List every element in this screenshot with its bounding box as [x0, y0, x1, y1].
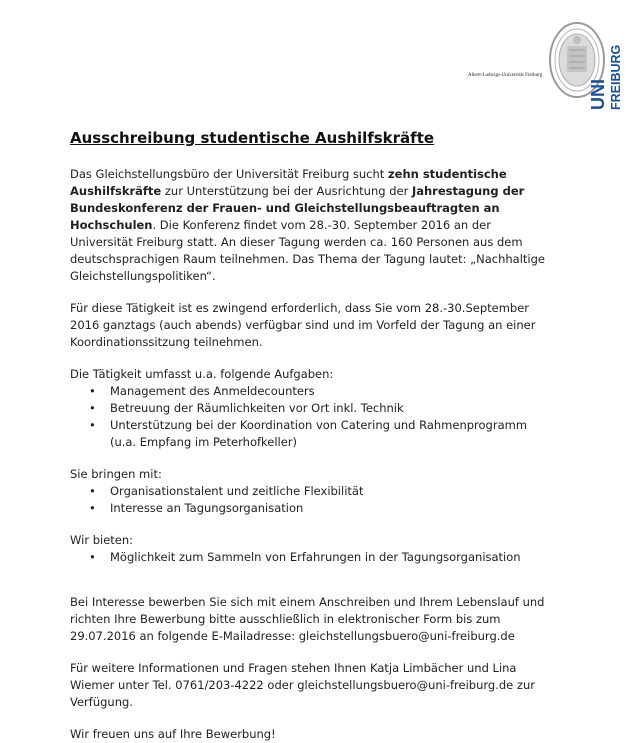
list-item: • Management des Anmeldecounters — [110, 383, 550, 400]
intro-text-1: Das Gleichstellungsbüro der Universität Freiburg sucht — [70, 167, 388, 181]
bring-section — [70, 466, 550, 517]
letterhead — [0, 0, 638, 120]
logo-line-uni: UNI — [588, 79, 608, 110]
intro-paragraph — [70, 166, 550, 285]
list-item: • Möglichkeit zum Sammeln von Erfahrungen in der Tagungsorganisation — [110, 549, 550, 566]
info-paragraph: Für weitere Informationen und Fragen stehen Ihnen Katja Limbächer und Lina Wiemer unter Tel. 0761/203-4222 oder gleichstellungsbuero@uni-freiburg.de zur Verfügung. — [70, 661, 535, 709]
list-item: • Unterstützung bei der Koordination von Catering und Rahmenprogramm (u.a. Empfang im Peterhofkeller) — [110, 417, 550, 451]
document-body — [70, 128, 550, 743]
bring-heading: Sie bringen mit: — [70, 467, 162, 481]
intro-bold-2: Jahrestagung der Bundeskonferenz der Frauen- und Gleichstellungsbeauftragten an Hochschulen — [70, 184, 525, 232]
intro-bold-1: zehn studentische Aushilfskräfte — [70, 167, 507, 198]
tasks-heading: Die Tätigkeit umfasst u.a. folgende Aufgaben: — [70, 367, 334, 381]
application-paragraph: Bei Interesse bewerben Sie sich mit einem Anschreiben und Ihrem Lebenslauf und richten Ihre Bewerbung bitte ausschließlich in elektronischer Form bis zum 29.07.2016 an folgende E-Mailadresse: gleichstellungsbuero@uni-freiburg.de — [70, 595, 545, 643]
offer-heading: Wir bieten: — [70, 533, 134, 547]
closing-line: Wir freuen uns auf Ihre Bewerbung! — [70, 727, 276, 741]
list-item: • Betreuung der Räumlichkeiten vor Ort inkl. Technik — [110, 400, 550, 417]
intro-text-3: . Die Konferenz findet vom 28.-30. September 2016 an der Universität Freiburg statt. An dieser Tagung werden ca. 160 Personen aus dem deutschsprachigen Raum teilnehmen. Das Thema der Tagung lautet: „Nachhaltige Gleichstellungspolitiken“. — [70, 218, 545, 283]
intro-text-2: zur Unterstützung bei der Ausrichtung der — [161, 184, 412, 198]
uni-freiburg-logo — [587, 14, 627, 114]
bring-list — [70, 483, 550, 517]
requirement-paragraph: Für diese Tätigkeit ist es zwingend erforderlich, dass Sie vom 28.-30.September 2016 ganztags (auch abends) verfügbar sind und im Vorfeld der Tagung an einer Koordinationssitzung teilnehmen. — [70, 301, 536, 349]
offer-list — [70, 549, 550, 566]
logo-line-freiburg: FREIBURG — [609, 44, 623, 110]
university-name-small: Albert-Ludwigs-Universität Freiburg — [468, 73, 543, 78]
page-title: Ausschreibung studentische Aushilfskräfte — [70, 129, 435, 147]
tasks-section — [70, 366, 550, 451]
list-item: • Organisationstalent und zeitliche Flexibilität — [110, 483, 550, 500]
list-item: • Interesse an Tagungsorganisation — [110, 500, 550, 517]
offer-section — [70, 532, 550, 566]
tasks-list — [70, 383, 550, 451]
